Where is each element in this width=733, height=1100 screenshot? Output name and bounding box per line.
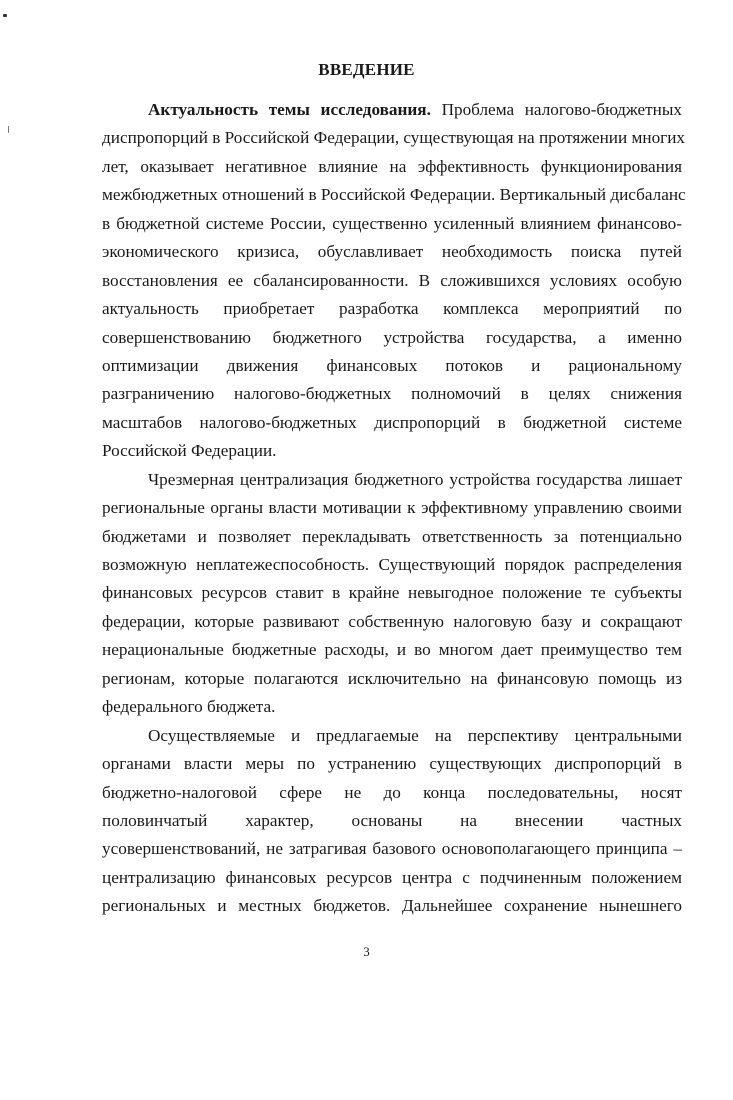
text-line: региональных и местных бюджетов. Дальнейшее сохранение нынешнего: [102, 896, 682, 916]
page-number: 3: [363, 944, 370, 959]
text-line: органами власти меры по устранению существующих диспропорций в: [102, 754, 682, 774]
text-line: масштабов налогово-бюджетных диспропорций в бюджетной системе: [102, 412, 682, 432]
text-line: восстановления ее сбалансированности. В сложившихся условиях особую: [102, 270, 682, 290]
text-line: актуальность приобретает разработка комплекса мероприятий по: [102, 299, 682, 319]
text-line: Чрезмерная централизация бюджетного устройства государства лишает: [148, 469, 682, 489]
text-line: лет, оказывает негативное влияние на эффективность функционирования: [102, 156, 682, 176]
text-line: централизацию финансовых ресурсов центра с подчиненным положением: [102, 867, 682, 887]
lead-in-heading: Актуальность темы исследования.: [148, 100, 431, 119]
text-line: нерациональные бюджетные расходы, и во многом дает преимущество тем: [102, 640, 682, 660]
text-line: регионам, которые полагаются исключительно на финансовую помощь из: [102, 668, 682, 688]
text-line: диспропорций в Российской Федерации, существующая на протяжении многих: [102, 128, 686, 148]
scan-artifact-tick: [8, 126, 9, 133]
scan-artifact-dot: [3, 14, 7, 17]
text-line: [102, 96, 682, 124]
text-line: региональные органы власти мотивации к эффективному управлению своими: [102, 498, 682, 518]
text-line: возможную неплатежеспособность. Существующий порядок распределения: [102, 555, 682, 574]
text-line: усовершенствований, не затрагивая базового основополагающего принципа –: [102, 839, 682, 859]
page-title: ВВЕДЕНИЕ: [318, 60, 415, 79]
text-line: межбюджетных отношений в Российской Федерации. Вертикальный дисбаланс: [102, 185, 686, 205]
text-line: бюджетами и позволяет перекладывать ответственность за потенциально: [102, 526, 682, 546]
text-line: совершенствованию бюджетного устройства государства, а именно: [102, 327, 682, 347]
text-line: разграничению налогово-бюджетных полномочий в целях снижения: [102, 384, 682, 404]
text-line: финансовых ресурсов ставит в крайне невыгодное положение те субъекты: [102, 583, 682, 603]
text-line-content: Проблема налогово-бюджетных: [430, 100, 682, 119]
text-line: бюджетно-налоговой сфере не до конца последовательны, носят: [102, 782, 682, 802]
text-line: Осуществляемые и предлагаемые на перспективу центральными: [148, 725, 682, 745]
text-line: Российской Федерации.: [102, 441, 277, 461]
text-line: федерального бюджета.: [102, 697, 276, 717]
text-line: половинчатый характер, основаны на внесении частных: [102, 810, 682, 830]
text-line: федерации, которые развивают собственную налоговую базу и сокращают: [102, 611, 682, 631]
text-line: экономического кризиса, обуславливает необходимость поиска путей: [102, 242, 682, 262]
text-line: оптимизации движения финансовых потоков и рациональному: [102, 355, 682, 375]
text-line: в бюджетной системе России, существенно усиленный влиянием финансово-: [102, 213, 682, 233]
body-text: [102, 96, 686, 921]
